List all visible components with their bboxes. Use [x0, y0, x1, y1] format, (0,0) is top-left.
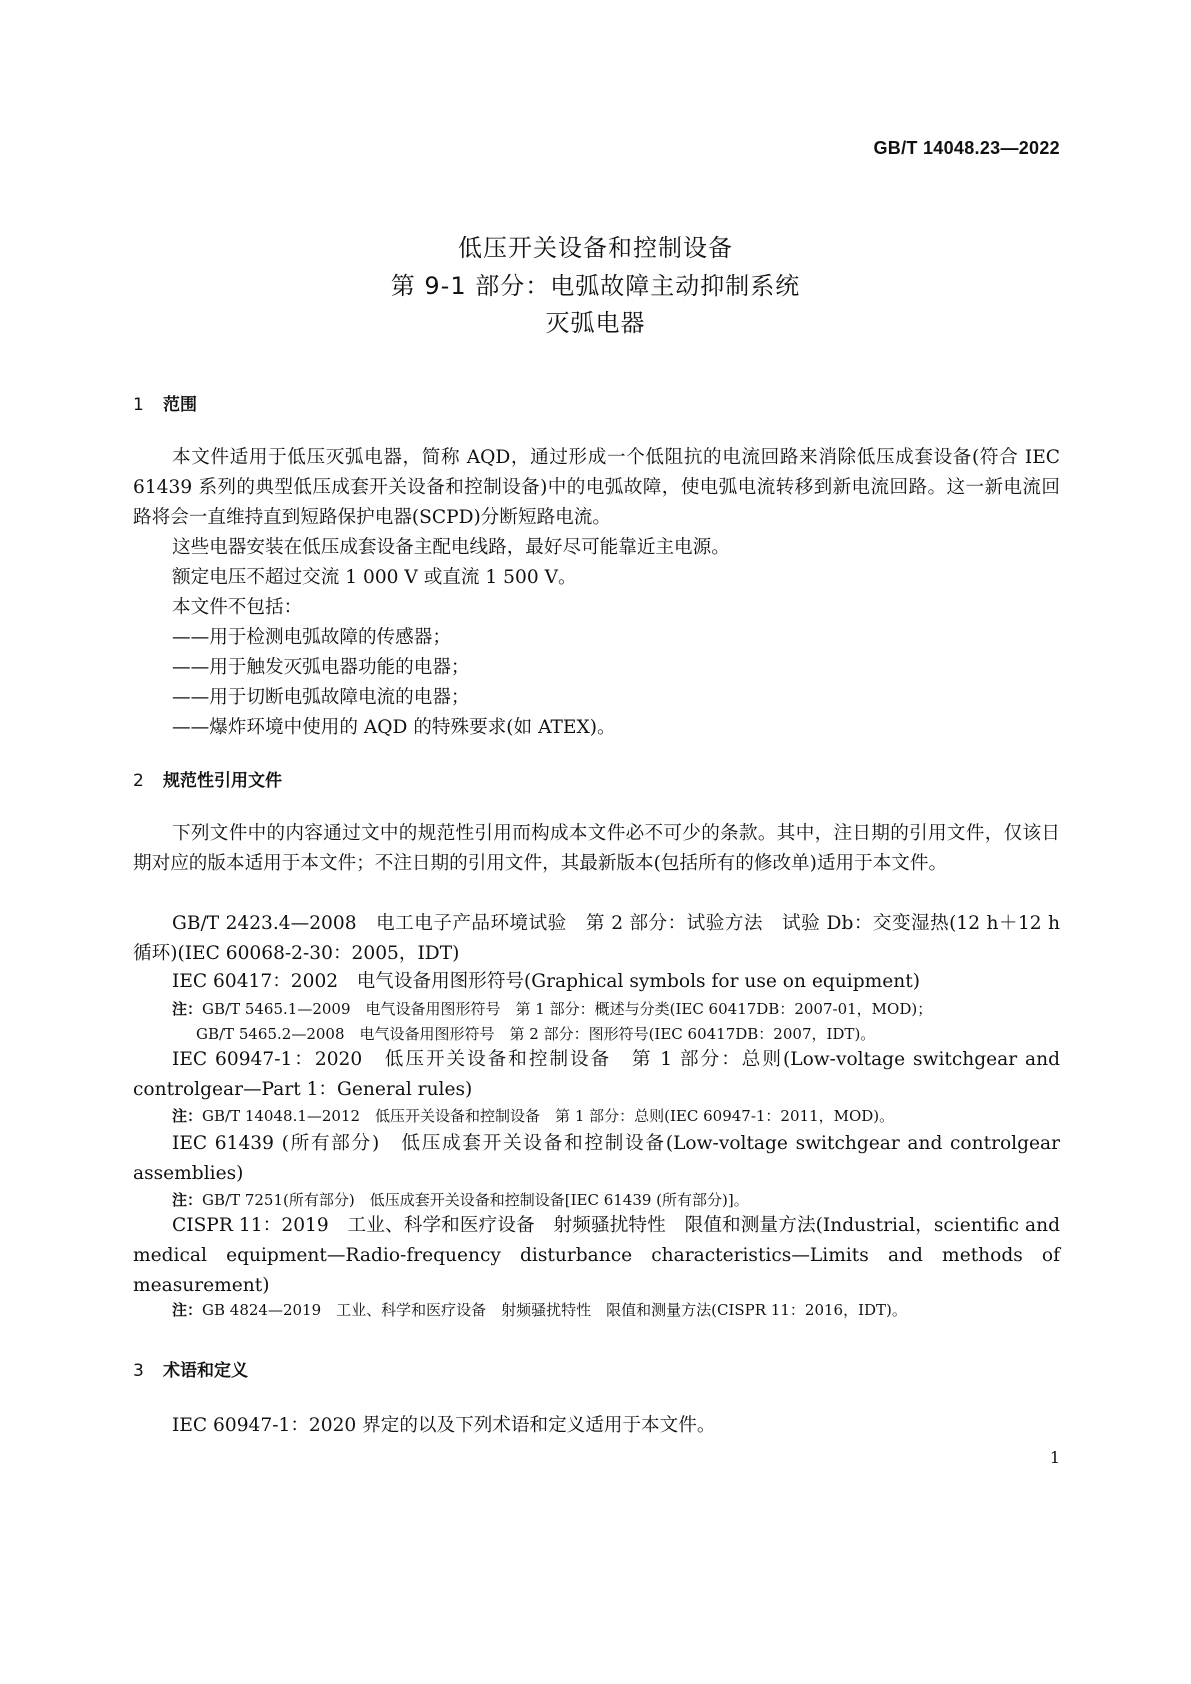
section-number: 1 — [133, 395, 144, 415]
reference-note — [172, 1298, 1060, 1323]
paragraph: 这些电器安装在低压成套设备主配电线路，最好尽可能靠近主电源。 — [172, 537, 730, 558]
note-text: GB/T 14048.1—2012 低压开关设备和控制设备 第 1 部分：总则(IEC 60947-1：2011，MOD)。 — [202, 1107, 895, 1125]
list-item: ——用于检测电弧故障的传感器； — [172, 627, 451, 648]
paragraph: IEC 60947-1：2020 界定的以及下列术语和定义适用于本文件。 — [172, 1415, 716, 1436]
paragraph: 下列文件中的内容通过文中的规范性引用而构成本文件必不可少的条款。其中，注日期的引用文件，仅该日期对应的版本适用于本文件；不注日期的引用文件，其最新版本(包括所有的修改单)适用于本文件。 — [133, 823, 1060, 874]
list-item: ——用于触发灭弧电器功能的电器； — [172, 657, 470, 678]
title-line-2: 第 9-1 部分：电弧故障主动抑制系统 — [390, 272, 801, 300]
list-item: ——用于切断电弧故障电流的电器； — [172, 687, 470, 708]
title-line-3: 灭弧电器 — [545, 309, 646, 337]
reference-entry: IEC 60417：2002 电气设备用图形符号(Graphical symbols for use on equipment) — [172, 971, 920, 992]
note-label: 注： — [172, 1107, 203, 1125]
section-title: 规范性引用文件 — [163, 771, 282, 791]
paragraph: 本文件不包括： — [172, 597, 303, 618]
reference-entry: GB/T 2423.4—2008 电工电子产品环境试验 第 2 部分：试验方法 试验 Db：交变湿热(12 h＋12 h 循环)(IEC 60068-2-30：2005，IDT) — [133, 913, 1060, 964]
note-text: GB/T 7251(所有部分) 低压成套开关设备和控制设备[IEC 61439 (所有部分)]。 — [202, 1191, 749, 1209]
reference-note — [172, 997, 1060, 1047]
reference-entry: CISPR 11：2019 工业、科学和医疗设备 射频骚扰特性 限值和测量方法(Industrial，scientific and medical equipment—Radio-frequency disturbance characteristics—Limits and methods of measurement) — [133, 1215, 1060, 1296]
title-line-1: 低压开关设备和控制设备 — [458, 234, 733, 262]
reference-note — [172, 1104, 1060, 1129]
section-number: 3 — [133, 1361, 144, 1381]
reference-note — [172, 1188, 1060, 1213]
reference-entry: IEC 60947-1：2020 低压开关设备和控制设备 第 1 部分：总则(Low-voltage switchgear and controlgear—Part 1：General rules) — [133, 1049, 1060, 1100]
section-title: 术语和定义 — [163, 1361, 248, 1381]
note-text: GB/T 5465.2—2008 电气设备用图形符号 第 2 部分：图形符号(IEC 60417DB：2007，IDT)。 — [196, 1025, 876, 1043]
page-number: 1 — [1049, 1448, 1060, 1467]
note-label: 注： — [172, 1301, 203, 1319]
note-text: GB 4824—2019 工业、科学和医疗设备 射频骚扰特性 限值和测量方法(CISPR 11：2016，IDT)。 — [202, 1301, 907, 1319]
note-text: GB/T 5465.1—2009 电气设备用图形符号 第 1 部分：概述与分类(IEC 60417DB：2007-01，MOD)； — [202, 1000, 933, 1018]
section-3-heading — [133, 1356, 248, 1381]
paragraph: 额定电压不超过交流 1 000 V 或直流 1 500 V。 — [172, 567, 577, 588]
document-number: GB/T 14048.23—2022 — [873, 138, 1060, 158]
paragraph: 本文件适用于低压灭弧电器，简称 AQD，通过形成一个低阻抗的电流回路来消除低压成套设备(符合 IEC 61439 系列的典型低压成套开关设备和控制设备)中的电弧故障，使电弧电流转移到新电流回路。这一新电流回路将会一直维持直到短路保护电器(SCPD)分断短路电流。 — [133, 447, 1060, 528]
note-label: 注： — [172, 1191, 203, 1209]
reference-entry: IEC 61439 (所有部分) 低压成套开关设备和控制设备(Low-voltage switchgear and controlgear assemblies) — [133, 1133, 1060, 1184]
section-title: 范围 — [163, 395, 197, 415]
section-2-heading — [133, 766, 282, 791]
list-item: ——爆炸环境中使用的 AQD 的特殊要求(如 ATEX)。 — [172, 717, 616, 738]
section-number: 2 — [133, 771, 144, 791]
section-1-heading — [133, 390, 197, 415]
note-label: 注： — [172, 1000, 203, 1018]
